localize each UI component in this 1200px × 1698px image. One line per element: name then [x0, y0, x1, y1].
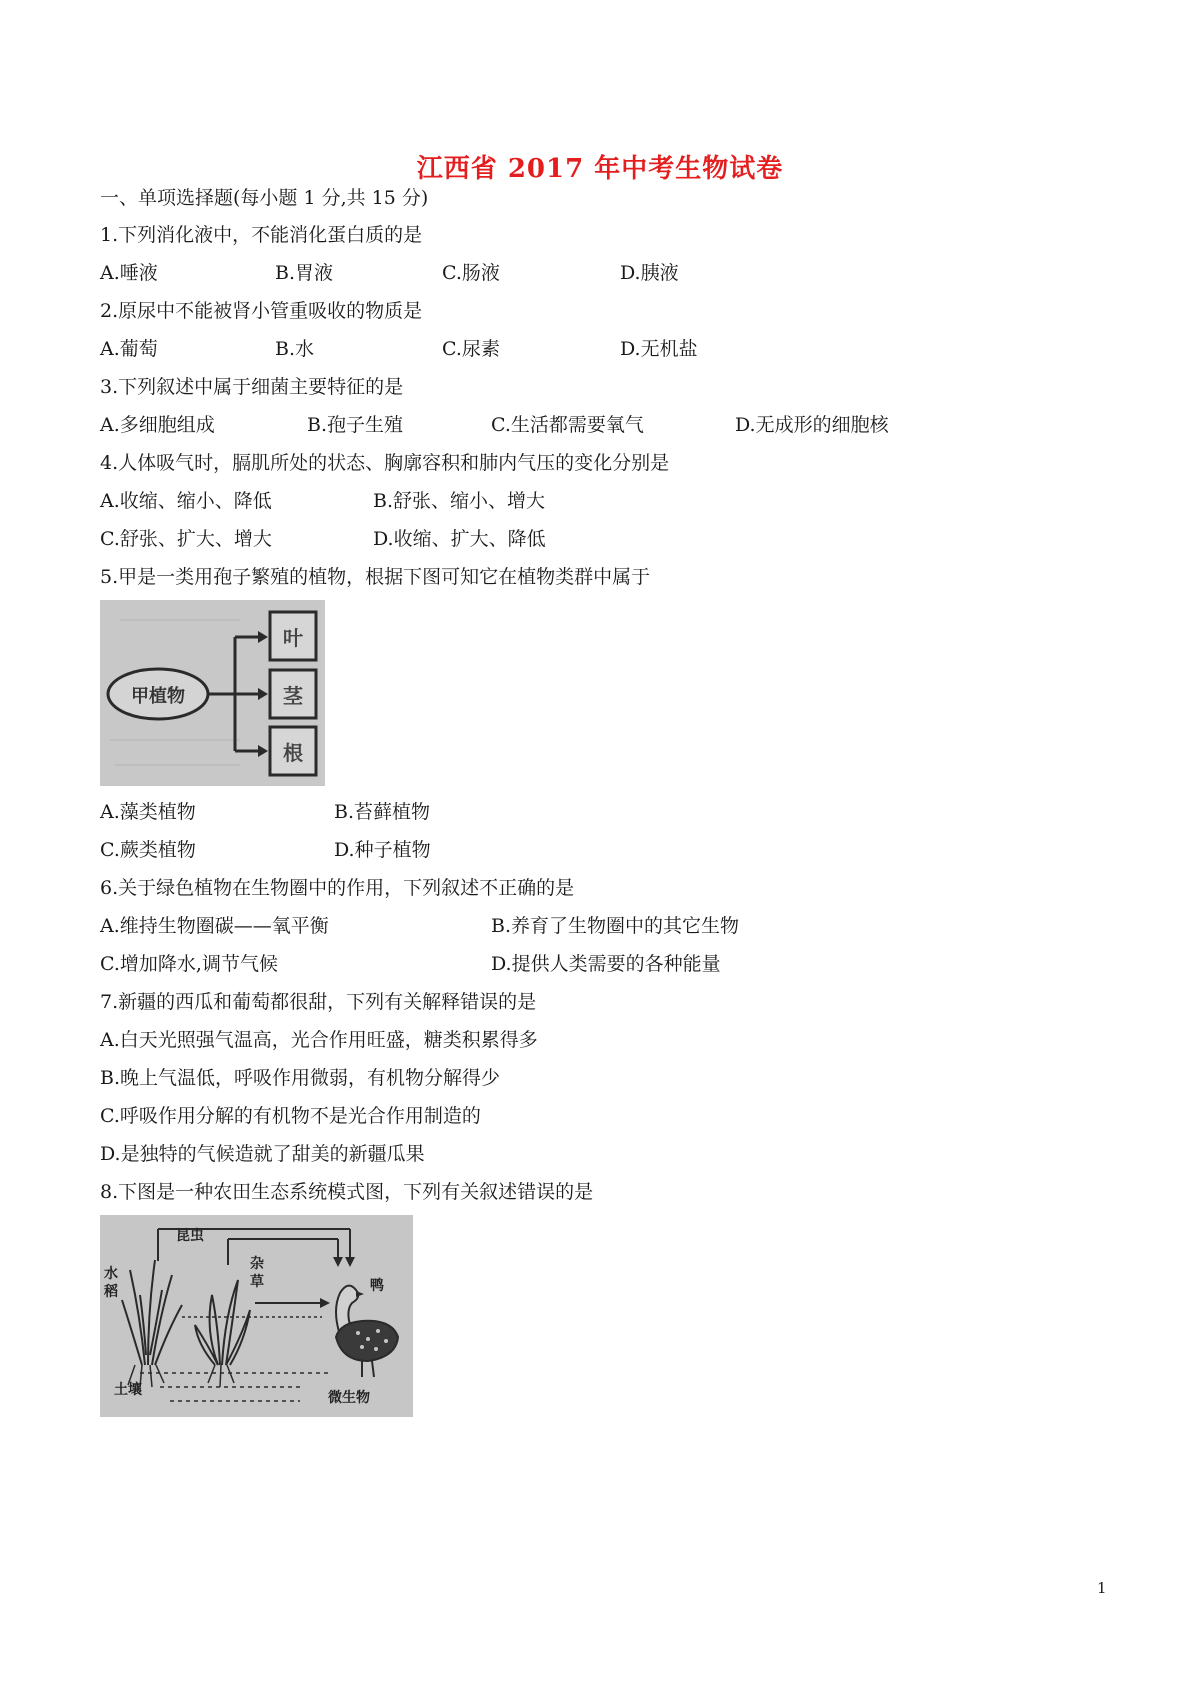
q5-option-c: C.蕨类植物 — [100, 839, 196, 861]
question-2: 2.原尿中不能被肾小管重吸收的物质是 — [100, 300, 423, 322]
section-heading: 一、单项选择题(每小题 1 分,共 15 分) — [100, 187, 429, 209]
q7-option-a: A.白天光照强气温高，光合作用旺盛，糖类积累得多 — [100, 1029, 538, 1051]
q4-option-c: C.舒张、扩大、增大 — [100, 528, 272, 550]
figure-label-leaf: 叶 — [283, 626, 303, 650]
q7-option-d: D.是独特的气候造就了甜美的新疆瓜果 — [100, 1143, 425, 1165]
q3-option-a: A.多细胞组成 — [100, 414, 215, 436]
q5-option-b: B.苔藓植物 — [334, 801, 431, 823]
figure-label-insect: 昆虫 — [176, 1228, 204, 1244]
q5-option-a: A.藻类植物 — [100, 801, 196, 823]
question-4: 4.人体吸气时，膈肌所处的状态、胸廓容积和肺内气压的变化分别是 — [100, 452, 670, 474]
q1-option-b: B.胃液 — [275, 262, 334, 284]
ecosystem-figure — [100, 1215, 413, 1417]
question-6: 6.关于绿色植物在生物圈中的作用，下列叙述不正确的是 — [100, 877, 575, 899]
page-number: 1 — [1097, 1579, 1107, 1597]
page-title: 江西省 2017 年中考生物试卷 — [416, 154, 784, 184]
q5-option-d: D.种子植物 — [334, 839, 431, 861]
question-5: 5.甲是一类用孢子繁殖的植物，根据下图可知它在植物类群中属于 — [100, 566, 651, 588]
q1-option-d: D.胰液 — [620, 262, 679, 284]
figure-label-microbe: 微生物 — [328, 1390, 370, 1406]
q7-option-b: B.晚上气温低，呼吸作用微弱，有机物分解得少 — [100, 1067, 501, 1089]
q4-option-d: D.收缩、扩大、降低 — [373, 528, 546, 550]
figure-label-weed: 杂草 — [250, 1256, 264, 1290]
q4-option-a: A.收缩、缩小、降低 — [100, 490, 272, 512]
q6-option-d: D.提供人类需要的各种能量 — [491, 953, 721, 975]
q4-option-b: B.舒张、缩小、增大 — [373, 490, 546, 512]
figure-label-root: 根 — [283, 741, 303, 765]
q6-option-b: B.养育了生物圈中的其它生物 — [491, 915, 740, 937]
plant-structure-figure — [100, 600, 325, 786]
q1-option-a: A.唾液 — [100, 262, 158, 284]
figure-label-stem: 茎 — [283, 684, 303, 708]
question-3: 3.下列叙述中属于细菌主要特征的是 — [100, 376, 404, 398]
q2-option-d: D.无机盐 — [620, 338, 698, 360]
q2-option-a: A.葡萄 — [100, 338, 158, 360]
q3-option-b: B.孢子生殖 — [307, 414, 404, 436]
figure-label-rice: 水稻 — [104, 1266, 118, 1300]
question-8: 8.下图是一种农田生态系统模式图，下列有关叙述错误的是 — [100, 1181, 594, 1203]
q3-option-d: D.无成形的细胞核 — [735, 414, 889, 436]
q6-option-c: C.增加降水,调节气候 — [100, 953, 278, 975]
q2-option-c: C.尿素 — [442, 338, 500, 360]
q3-option-c: C.生活都需要氧气 — [491, 414, 644, 436]
q7-option-c: C.呼吸作用分解的有机物不是光合作用制造的 — [100, 1105, 481, 1127]
question-7: 7.新疆的西瓜和葡萄都很甜，下列有关解释错误的是 — [100, 991, 537, 1013]
q6-option-a: A.维持生物圈碳——氧平衡 — [100, 915, 329, 937]
question-1: 1.下列消化液中，不能消化蛋白质的是 — [100, 224, 423, 246]
q1-option-c: C.肠液 — [442, 262, 500, 284]
figure-label-plant: 甲植物 — [131, 686, 185, 707]
figure-label-duck: 鸭 — [370, 1278, 384, 1294]
figure-label-soil: 土壤 — [114, 1382, 142, 1398]
q2-option-b: B.水 — [275, 338, 315, 360]
